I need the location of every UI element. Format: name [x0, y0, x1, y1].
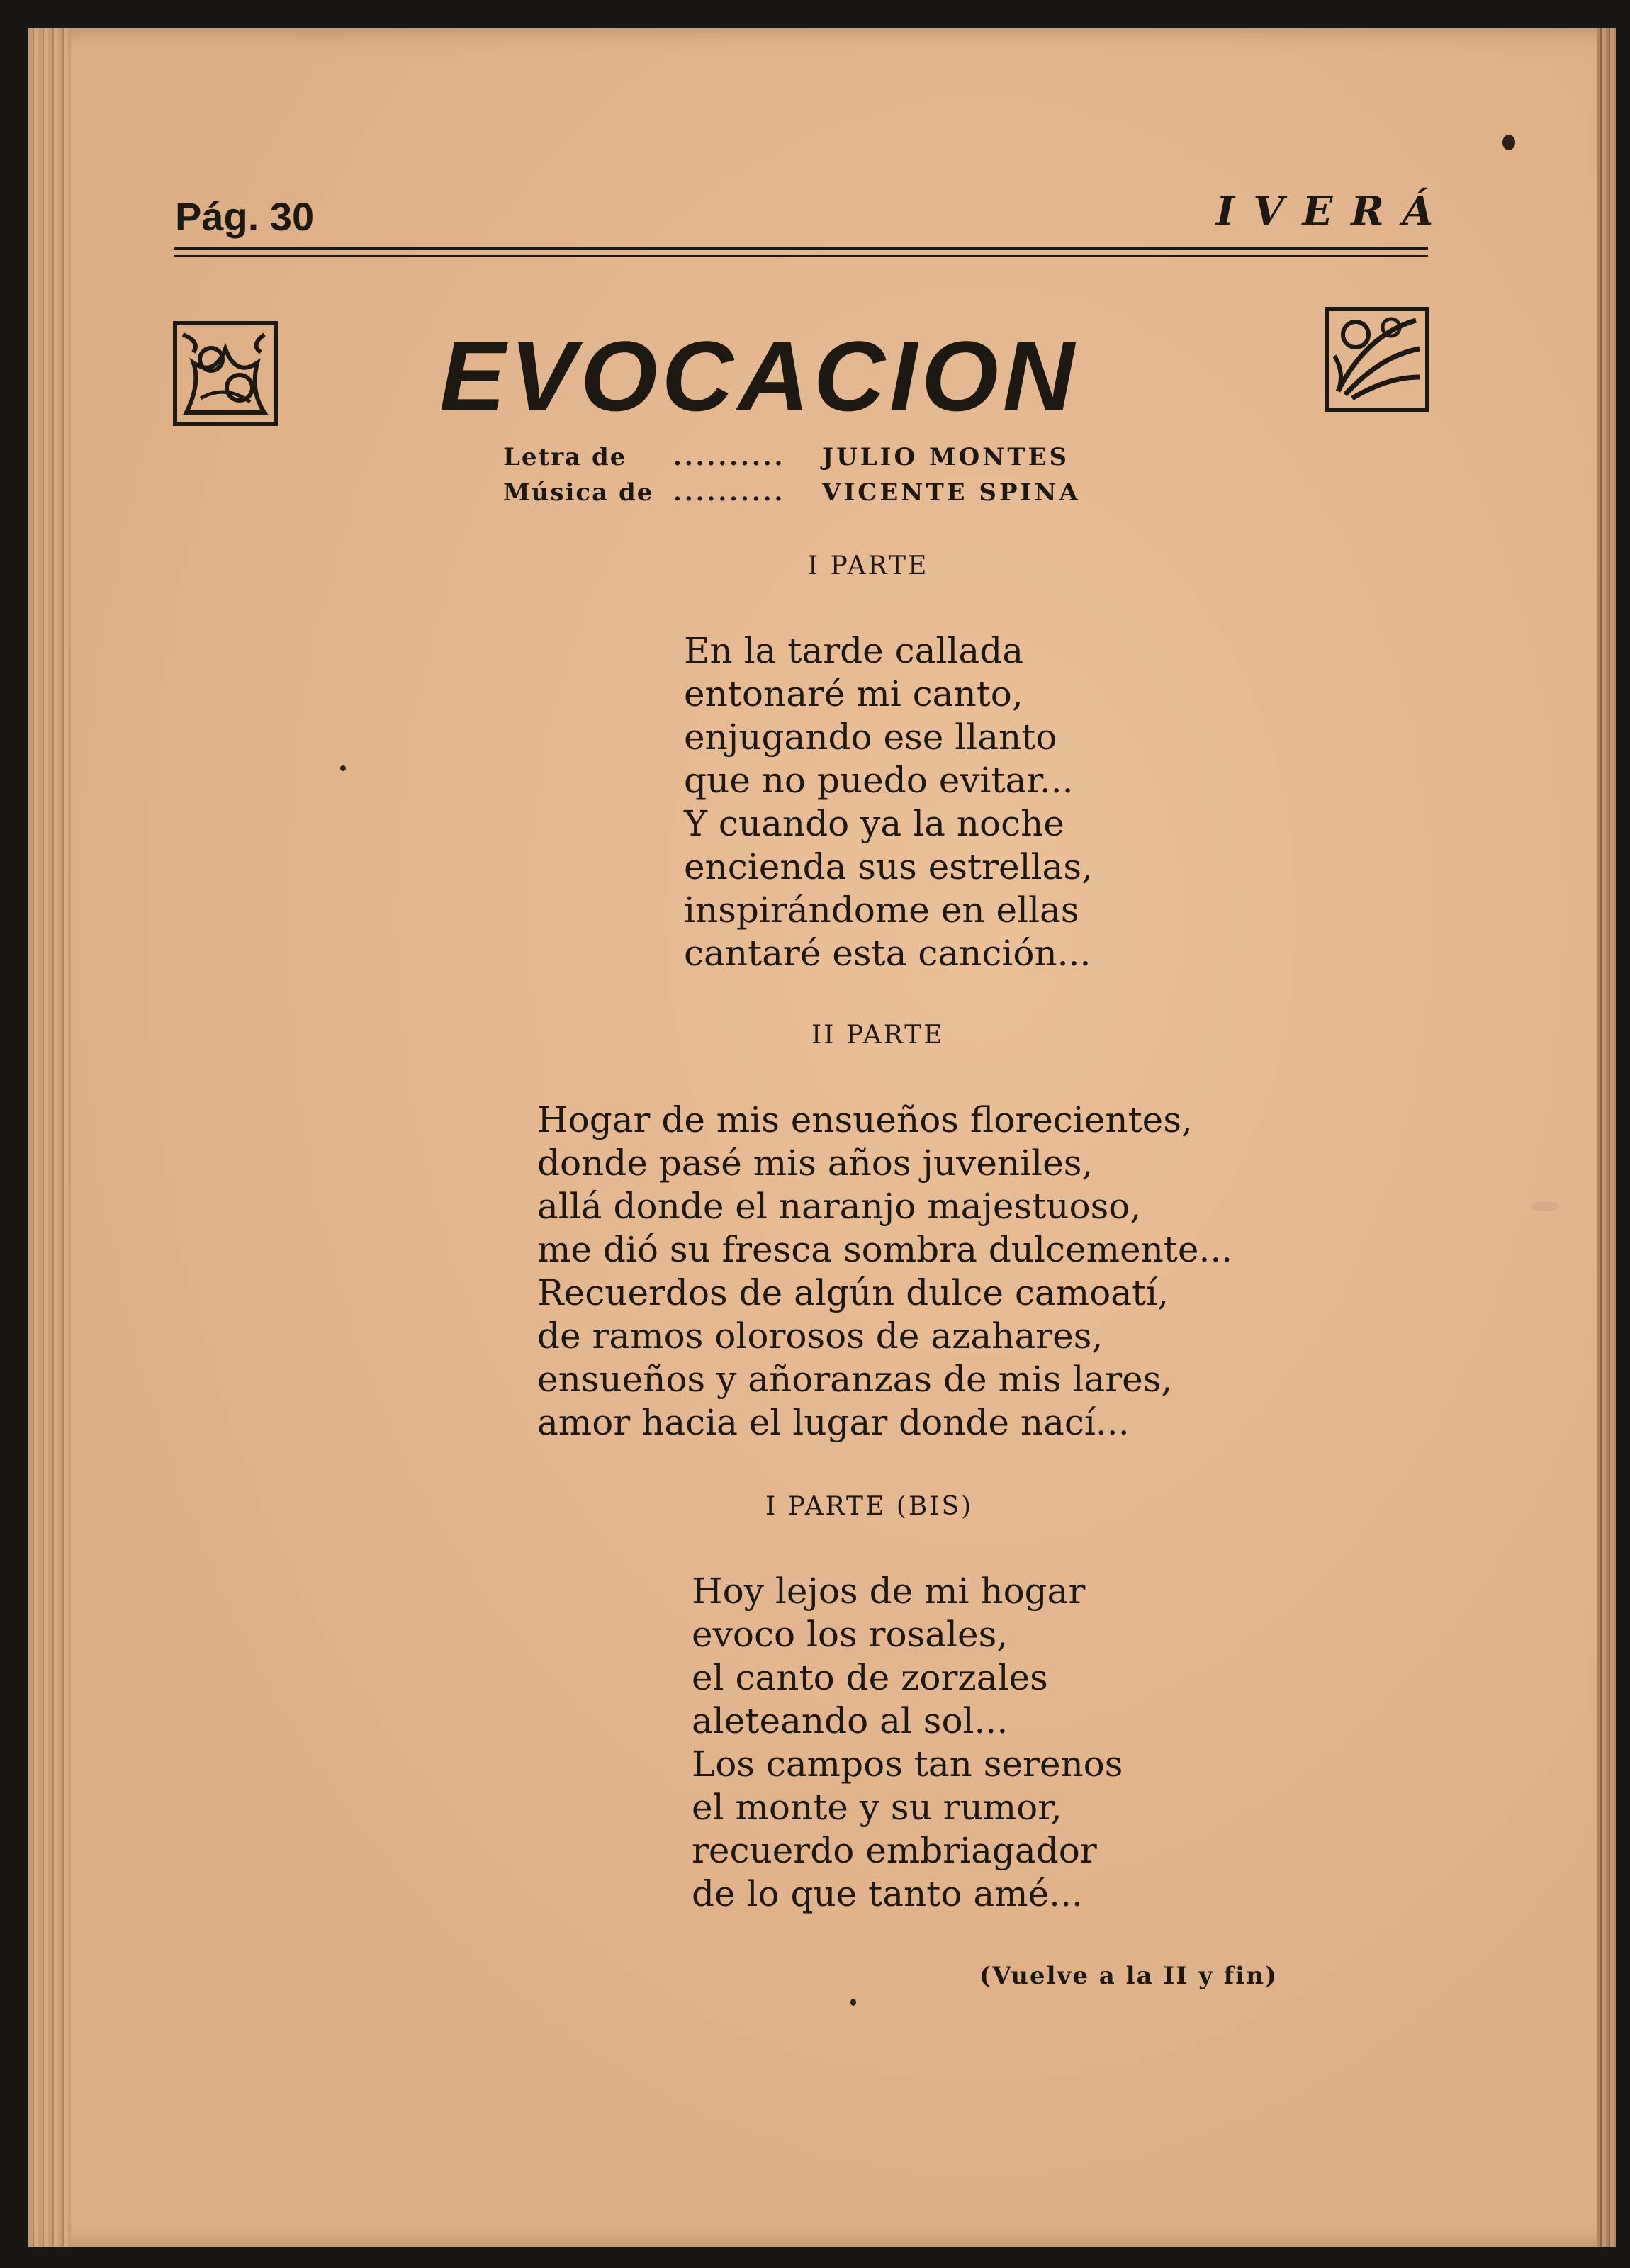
- page-number: Pág. 30: [175, 194, 315, 239]
- verse-block: [692, 1570, 1123, 1916]
- verse-line: el canto de zorzales: [692, 1657, 1048, 1698]
- verse-line: Recuerdos de algún dulce camoatí,: [537, 1272, 1169, 1313]
- page-stack-edge-left: [28, 28, 71, 2247]
- part-heading: II PARTE: [811, 1021, 945, 1050]
- closing-note: (Vuelve a la II y fin): [979, 1962, 1278, 1990]
- verse-line: inspirándome en ellas: [684, 889, 1079, 931]
- verse-line: de lo que tanto amé...: [692, 1873, 1083, 1914]
- verse-line: ensueños y añoranzas de mis lares,: [537, 1359, 1173, 1400]
- verse-line: Y cuando ya la noche: [684, 803, 1064, 844]
- verse-block: [537, 1099, 1232, 1444]
- floral-ornament-left-icon: [172, 320, 279, 427]
- verse-line: me dió su fresca sombra dulcemente...: [537, 1229, 1233, 1270]
- verse-block: [684, 629, 1093, 975]
- part-heading: I PARTE (BIS): [765, 1492, 974, 1521]
- verse-line: evoco los rosales,: [692, 1614, 1008, 1655]
- header-rule-thin: [174, 255, 1428, 257]
- magazine-page: [28, 28, 1616, 2247]
- magazine-name: IVERÁ: [1216, 188, 1452, 235]
- verse-line: recuerdo embriagador: [692, 1830, 1097, 1871]
- paper-speck: [850, 1999, 856, 2006]
- paper-speck: [1531, 1201, 1559, 1211]
- song-credits: [503, 439, 1081, 510]
- lyrics-credit: Letra de .......... JULIO MONTES: [503, 443, 1070, 471]
- music-credit: Música de .......... VICENTE SPINA: [503, 478, 1081, 507]
- verse-line: Hogar de mis ensueños florecientes,: [537, 1099, 1193, 1140]
- verse-line: aleteando al sol...: [692, 1700, 1008, 1741]
- verse-line: En la tarde callada: [684, 630, 1024, 671]
- verse-line: que no puedo evitar...: [684, 760, 1074, 801]
- verse-line: allá donde el naranjo majestuoso,: [537, 1186, 1142, 1227]
- verse-line: amor hacia el lugar donde nací...: [537, 1402, 1130, 1443]
- verse-line: cantaré esta canción...: [684, 933, 1091, 974]
- header-rule: [174, 247, 1428, 250]
- verse-line: Hoy lejos de mi hogar: [692, 1571, 1086, 1612]
- verse-line: enjugando ese llanto: [684, 717, 1057, 758]
- part-heading: I PARTE: [808, 551, 929, 580]
- page-stack-edge-right: [1597, 28, 1616, 2247]
- verse-line: el monte y su rumor,: [692, 1787, 1062, 1828]
- verse-line: donde pasé mis años juveniles,: [537, 1143, 1094, 1184]
- verse-line: encienda sus estrellas,: [684, 846, 1093, 887]
- floral-ornament-right-icon: [1324, 306, 1430, 412]
- verse-line: de ramos olorosos de azahares,: [537, 1315, 1103, 1357]
- verse-line: Los campos tan serenos: [692, 1744, 1123, 1785]
- paper-speck: [1502, 135, 1515, 150]
- song-title: EVOCACION: [439, 320, 1079, 432]
- verse-line: entonaré mi canto,: [684, 673, 1023, 714]
- paper-speck: [340, 765, 346, 771]
